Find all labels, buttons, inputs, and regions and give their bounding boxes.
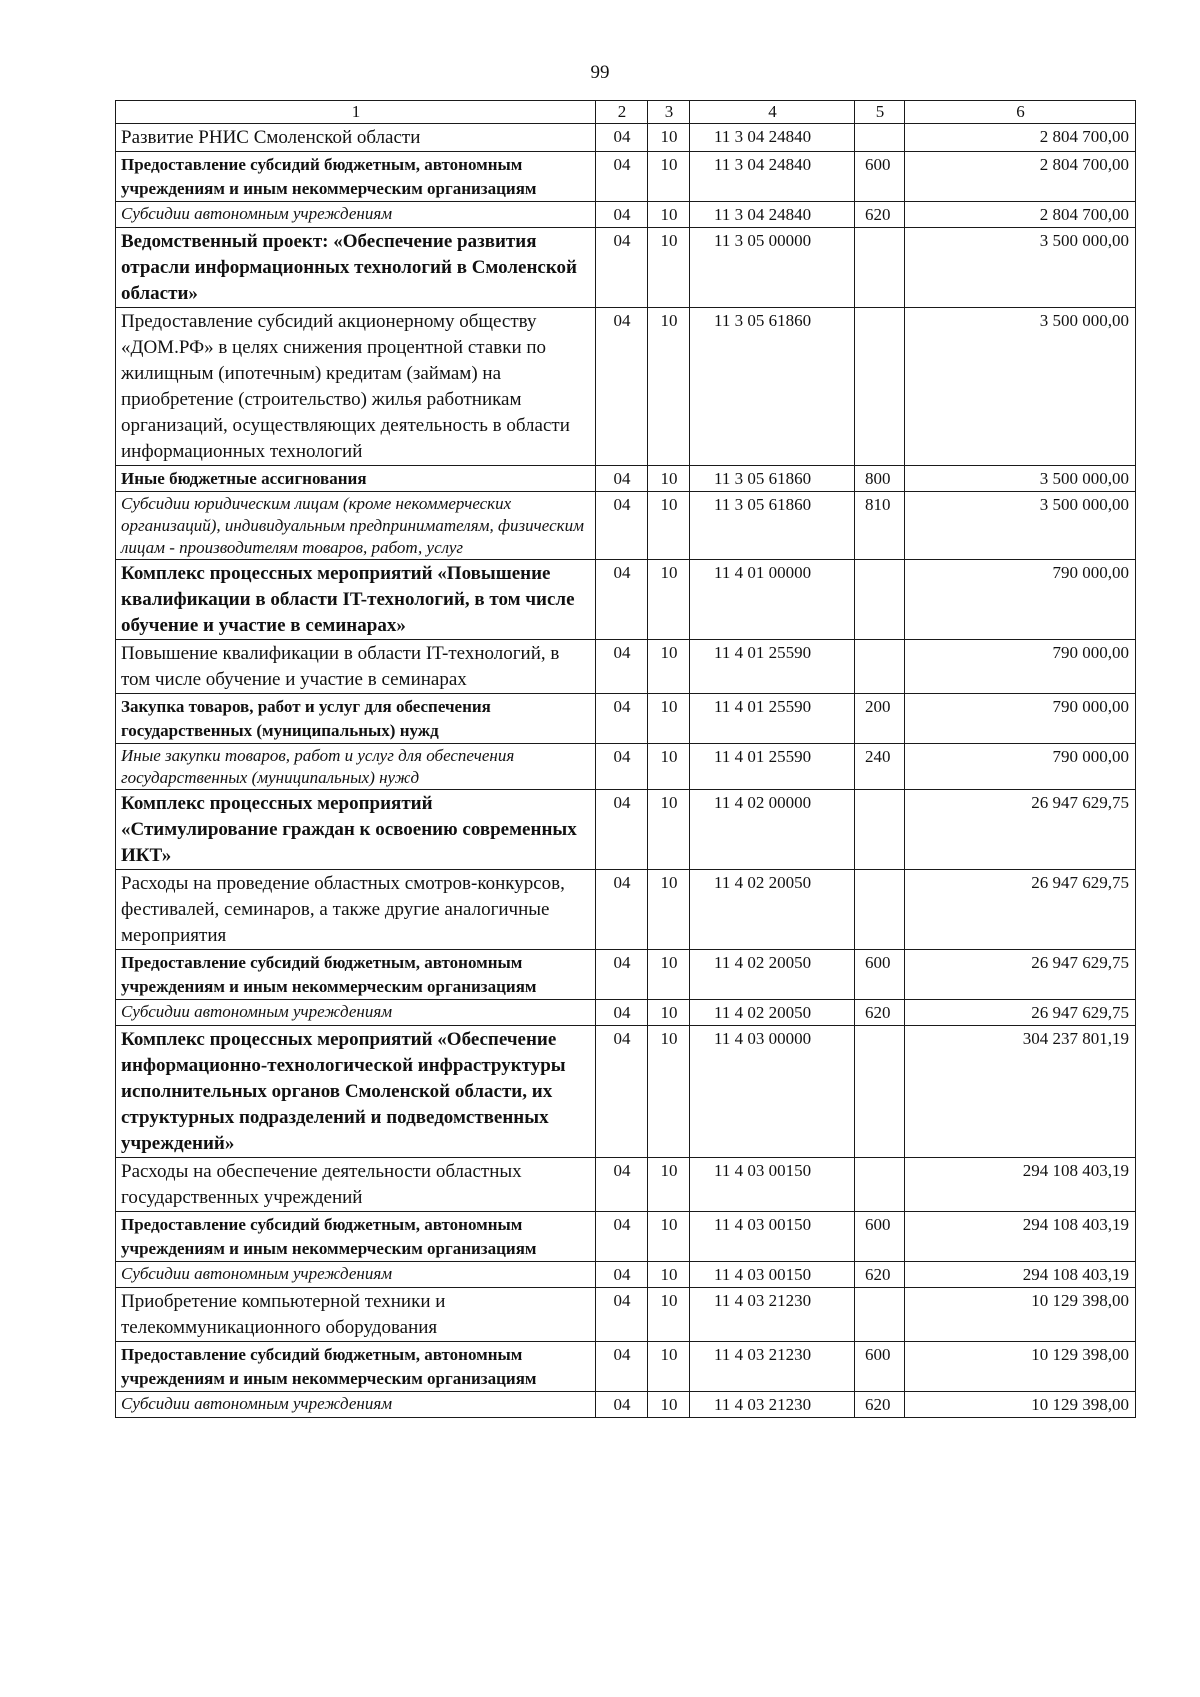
table-row	[116, 466, 1136, 492]
row-name-cell: Иные закупки товаров, работ и услуг для обеспечения государственных (муниципальных) нужд	[116, 744, 596, 790]
row-target-article-cell: 11 4 03 21230	[690, 1342, 855, 1392]
row-name-cell: Закупка товаров, работ и услуг для обеспечения государственных (муниципальных) нужд	[116, 694, 596, 744]
table-row	[116, 1392, 1136, 1418]
row-name-cell: Ведомственный проект: «Обеспечение развития отрасли информационных технологий в Смоленской области»	[116, 228, 596, 308]
row-subsection-code-cell: 10	[648, 1288, 690, 1342]
row-amount-cell: 2 804 700,00	[905, 124, 1136, 152]
row-expense-type-cell: 620	[855, 202, 905, 228]
row-section-code-cell: 04	[596, 124, 648, 152]
row-section-code-cell: 04	[596, 1392, 648, 1418]
row-target-article-cell: 11 4 03 00150	[690, 1158, 855, 1212]
row-amount-cell: 294 108 403,19	[905, 1212, 1136, 1262]
row-name-cell: Предоставление субсидий бюджетным, автономным учреждениям и иным некоммерческим организациям	[116, 950, 596, 1000]
row-name-cell: Субсидии автономным учреждениям	[116, 1262, 596, 1288]
row-amount-cell: 3 500 000,00	[905, 492, 1136, 560]
table-row	[116, 1288, 1136, 1342]
row-expense-type-cell: 810	[855, 492, 905, 560]
row-name-cell: Субсидии автономным учреждениям	[116, 1000, 596, 1026]
row-amount-cell: 26 947 629,75	[905, 790, 1136, 870]
row-amount-cell: 790 000,00	[905, 560, 1136, 640]
row-section-code-cell: 04	[596, 466, 648, 492]
row-name-cell: Комплекс процессных мероприятий «Обеспечение информационно-технологической инфраструктуры исполнительных органов Смоленской области, их структурных подразделений и подведомственных учреждений»	[116, 1026, 596, 1158]
row-expense-type-cell: 200	[855, 694, 905, 744]
row-expense-type-cell: 800	[855, 466, 905, 492]
row-section-code-cell: 04	[596, 560, 648, 640]
row-target-article-cell: 11 4 01 25590	[690, 744, 855, 790]
column-number-5: 5	[855, 101, 905, 124]
row-name-cell: Расходы на проведение областных смотров-конкурсов, фестивалей, семинаров, а также другие аналогичные мероприятия	[116, 870, 596, 950]
row-section-code-cell: 04	[596, 744, 648, 790]
row-target-article-cell: 11 3 05 61860	[690, 492, 855, 560]
row-amount-cell: 2 804 700,00	[905, 152, 1136, 202]
row-expense-type-cell	[855, 1158, 905, 1212]
row-subsection-code-cell: 10	[648, 640, 690, 694]
row-section-code-cell: 04	[596, 1342, 648, 1392]
row-target-article-cell: 11 3 05 00000	[690, 228, 855, 308]
row-name-cell: Предоставление субсидий акционерному обществу «ДОМ.РФ» в целях снижения процентной ставки по жилищным (ипотечным) кредитам (займам) на приобретение (строительство) жилья работникам организаций, осуществляющих деятельность в области информационных технологий	[116, 308, 596, 466]
row-subsection-code-cell: 10	[648, 124, 690, 152]
row-amount-cell: 10 129 398,00	[905, 1342, 1136, 1392]
table-row	[116, 124, 1136, 152]
row-name-cell: Комплекс процессных мероприятий «Стимулирование граждан к освоению современных ИКТ»	[116, 790, 596, 870]
row-target-article-cell: 11 4 01 25590	[690, 640, 855, 694]
row-subsection-code-cell: 10	[648, 1158, 690, 1212]
column-number-3: 3	[648, 101, 690, 124]
row-name-cell: Расходы на обеспечение деятельности областных государственных учреждений	[116, 1158, 596, 1212]
row-expense-type-cell: 620	[855, 1262, 905, 1288]
row-target-article-cell: 11 4 03 00150	[690, 1262, 855, 1288]
row-target-article-cell: 11 4 03 00000	[690, 1026, 855, 1158]
row-amount-cell: 26 947 629,75	[905, 1000, 1136, 1026]
row-name-cell: Предоставление субсидий бюджетным, автономным учреждениям и иным некоммерческим организациям	[116, 1342, 596, 1392]
table-row	[116, 202, 1136, 228]
table-row	[116, 694, 1136, 744]
row-expense-type-cell	[855, 1288, 905, 1342]
row-expense-type-cell	[855, 640, 905, 694]
row-target-article-cell: 11 4 03 00150	[690, 1212, 855, 1262]
row-expense-type-cell: 620	[855, 1392, 905, 1418]
row-subsection-code-cell: 10	[648, 744, 690, 790]
row-subsection-code-cell: 10	[648, 1342, 690, 1392]
row-target-article-cell: 11 4 02 20050	[690, 950, 855, 1000]
row-amount-cell: 294 108 403,19	[905, 1158, 1136, 1212]
row-subsection-code-cell: 10	[648, 790, 690, 870]
row-name-cell: Субсидии юридическим лицам (кроме некоммерческих организаций), индивидуальным предпринимателям, физическим лицам - производителям товаров, работ, услуг	[116, 492, 596, 560]
row-target-article-cell: 11 4 03 21230	[690, 1288, 855, 1342]
row-expense-type-cell	[855, 228, 905, 308]
row-target-article-cell: 11 4 02 20050	[690, 1000, 855, 1026]
row-subsection-code-cell: 10	[648, 152, 690, 202]
row-expense-type-cell	[855, 560, 905, 640]
row-amount-cell: 3 500 000,00	[905, 228, 1136, 308]
row-section-code-cell: 04	[596, 950, 648, 1000]
row-amount-cell: 26 947 629,75	[905, 870, 1136, 950]
row-expense-type-cell	[855, 870, 905, 950]
budget-table-body	[116, 101, 1136, 1418]
row-target-article-cell: 11 3 04 24840	[690, 124, 855, 152]
table-row	[116, 1342, 1136, 1392]
row-section-code-cell: 04	[596, 202, 648, 228]
row-section-code-cell: 04	[596, 1000, 648, 1026]
row-amount-cell: 3 500 000,00	[905, 308, 1136, 466]
row-name-cell: Повышение квалификации в области IT-технологий, в том числе обучение и участие в семинарах	[116, 640, 596, 694]
row-expense-type-cell: 600	[855, 1212, 905, 1262]
row-name-cell: Развитие РНИС Смоленской области	[116, 124, 596, 152]
table-row	[116, 308, 1136, 466]
table-row	[116, 950, 1136, 1000]
row-amount-cell: 3 500 000,00	[905, 466, 1136, 492]
row-name-cell: Приобретение компьютерной техники и телекоммуникационного оборудования	[116, 1288, 596, 1342]
row-section-code-cell: 04	[596, 1026, 648, 1158]
column-number-4: 4	[690, 101, 855, 124]
table-row	[116, 560, 1136, 640]
budget-table	[115, 100, 1136, 1418]
row-section-code-cell: 04	[596, 870, 648, 950]
row-subsection-code-cell: 10	[648, 694, 690, 744]
row-expense-type-cell	[855, 790, 905, 870]
row-subsection-code-cell: 10	[648, 1212, 690, 1262]
row-name-cell: Субсидии автономным учреждениям	[116, 1392, 596, 1418]
row-target-article-cell: 11 3 05 61860	[690, 308, 855, 466]
row-subsection-code-cell: 10	[648, 1000, 690, 1026]
row-expense-type-cell	[855, 308, 905, 466]
row-name-cell: Предоставление субсидий бюджетным, автономным учреждениям и иным некоммерческим организациям	[116, 152, 596, 202]
page-number: 99	[590, 62, 610, 83]
row-name-cell: Предоставление субсидий бюджетным, автономным учреждениям и иным некоммерческим организациям	[116, 1212, 596, 1262]
row-amount-cell: 294 108 403,19	[905, 1262, 1136, 1288]
row-subsection-code-cell: 10	[648, 870, 690, 950]
row-target-article-cell: 11 4 03 21230	[690, 1392, 855, 1418]
row-target-article-cell: 11 4 01 00000	[690, 560, 855, 640]
row-name-cell: Субсидии автономным учреждениям	[116, 202, 596, 228]
row-target-article-cell: 11 3 04 24840	[690, 202, 855, 228]
row-expense-type-cell	[855, 1026, 905, 1158]
table-row	[116, 1158, 1136, 1212]
table-row	[116, 152, 1136, 202]
table-row	[116, 640, 1136, 694]
row-subsection-code-cell: 10	[648, 308, 690, 466]
row-section-code-cell: 04	[596, 228, 648, 308]
row-amount-cell: 790 000,00	[905, 694, 1136, 744]
table-row	[116, 228, 1136, 308]
row-amount-cell: 2 804 700,00	[905, 202, 1136, 228]
table-row	[116, 870, 1136, 950]
row-subsection-code-cell: 10	[648, 950, 690, 1000]
row-subsection-code-cell: 10	[648, 1392, 690, 1418]
row-expense-type-cell: 600	[855, 1342, 905, 1392]
row-name-cell: Комплекс процессных мероприятий «Повышение квалификации в области IT-технологий, в том числе обучение и участие в семинарах»	[116, 560, 596, 640]
row-section-code-cell: 04	[596, 790, 648, 870]
column-number-2: 2	[596, 101, 648, 124]
column-number-1: 1	[116, 101, 596, 124]
row-target-article-cell: 11 3 05 61860	[690, 466, 855, 492]
row-expense-type-cell: 600	[855, 152, 905, 202]
column-number-6: 6	[905, 101, 1136, 124]
row-target-article-cell: 11 4 02 00000	[690, 790, 855, 870]
row-subsection-code-cell: 10	[648, 1026, 690, 1158]
row-section-code-cell: 04	[596, 492, 648, 560]
row-section-code-cell: 04	[596, 308, 648, 466]
row-expense-type-cell	[855, 124, 905, 152]
row-expense-type-cell: 620	[855, 1000, 905, 1026]
row-section-code-cell: 04	[596, 1288, 648, 1342]
row-target-article-cell: 11 4 01 25590	[690, 694, 855, 744]
row-subsection-code-cell: 10	[648, 1262, 690, 1288]
row-section-code-cell: 04	[596, 694, 648, 744]
table-row	[116, 790, 1136, 870]
row-amount-cell: 304 237 801,19	[905, 1026, 1136, 1158]
table-row	[116, 492, 1136, 560]
row-target-article-cell: 11 3 04 24840	[690, 152, 855, 202]
table-row	[116, 1262, 1136, 1288]
row-amount-cell: 10 129 398,00	[905, 1288, 1136, 1342]
row-section-code-cell: 04	[596, 1262, 648, 1288]
row-subsection-code-cell: 10	[648, 492, 690, 560]
row-name-cell: Иные бюджетные ассигнования	[116, 466, 596, 492]
row-subsection-code-cell: 10	[648, 228, 690, 308]
row-subsection-code-cell: 10	[648, 466, 690, 492]
row-amount-cell: 26 947 629,75	[905, 950, 1136, 1000]
row-target-article-cell: 11 4 02 20050	[690, 870, 855, 950]
row-section-code-cell: 04	[596, 1158, 648, 1212]
row-amount-cell: 10 129 398,00	[905, 1392, 1136, 1418]
table-row	[116, 1026, 1136, 1158]
row-amount-cell: 790 000,00	[905, 640, 1136, 694]
row-amount-cell: 790 000,00	[905, 744, 1136, 790]
row-subsection-code-cell: 10	[648, 202, 690, 228]
row-expense-type-cell: 240	[855, 744, 905, 790]
column-number-row	[116, 101, 1136, 124]
table-row	[116, 1000, 1136, 1026]
row-section-code-cell: 04	[596, 1212, 648, 1262]
row-expense-type-cell: 600	[855, 950, 905, 1000]
row-section-code-cell: 04	[596, 152, 648, 202]
row-section-code-cell: 04	[596, 640, 648, 694]
table-row	[116, 744, 1136, 790]
row-subsection-code-cell: 10	[648, 560, 690, 640]
table-row	[116, 1212, 1136, 1262]
